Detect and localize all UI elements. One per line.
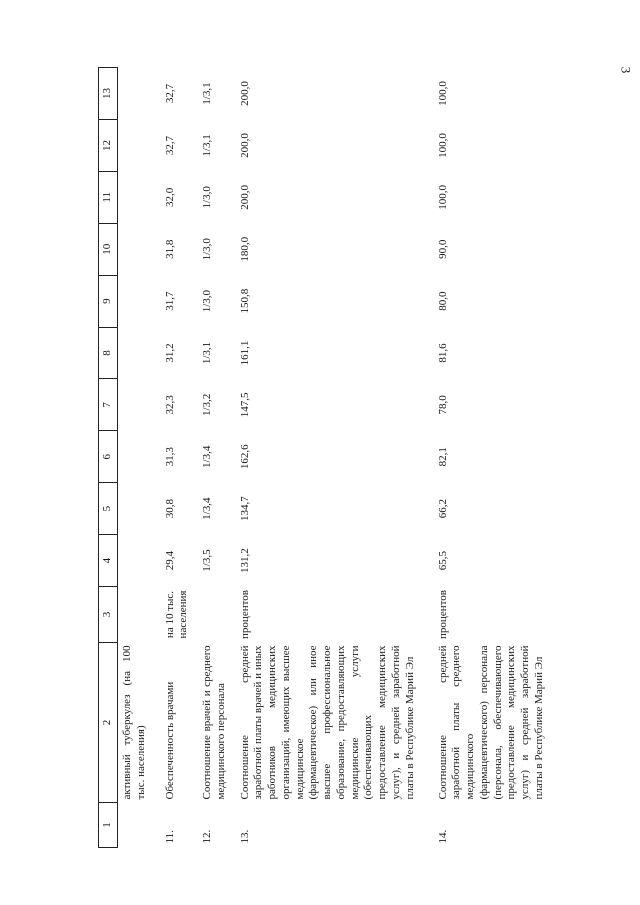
- value-cell: 80,0: [436, 291, 449, 311]
- column-header: 4: [99, 535, 118, 587]
- value-cell: 200,0: [238, 81, 251, 106]
- table-row: [118, 68, 159, 848]
- indicator-name: Соотношение средней заработной платы среднего медицинского (фармацевтического) персонала (персонала, обеспечивающего предоставление медицинских услуг) и средней заработной платы в Республике Марий Эл: [436, 645, 545, 800]
- value-cell: 131,2: [238, 548, 251, 573]
- value-cell: 31,8: [163, 239, 176, 259]
- value-cell: 1/3,0: [201, 238, 213, 261]
- value-cell: 31,3: [163, 447, 176, 467]
- table-row: [432, 68, 552, 848]
- row-number: [118, 803, 159, 848]
- table-row: [196, 68, 234, 848]
- value-cell: 31,7: [163, 291, 176, 311]
- value-cell: 1/3,4: [201, 445, 213, 468]
- column-header: 12: [99, 119, 118, 171]
- value-cell: 150,8: [238, 288, 251, 314]
- row-number: 14.: [436, 829, 449, 844]
- unit-cell: на 10 тыс. населения: [163, 590, 190, 639]
- column-header: 13: [99, 68, 118, 120]
- value-cell: [118, 275, 159, 327]
- value-cell: 1/3,5: [201, 549, 213, 572]
- indicator-name: Соотношение врачей и среднего медицинского персонала: [201, 645, 227, 800]
- column-header: 5: [99, 483, 118, 535]
- value-cell: 1/3,4: [201, 497, 213, 520]
- value-cell: 100,0: [436, 81, 449, 106]
- value-cell: [118, 379, 159, 431]
- value-cell: 32,7: [163, 83, 176, 104]
- value-cell: 180,0: [238, 236, 251, 262]
- rotated-table-page: [98, 68, 622, 848]
- indicator-name: Соотношение средней заработной платы врачей и иных работников медицинских организаций, имеющих высшее медицинское (фармацевтическое) или иное высшее профессиональное образование, предоставляющих медицинские услуги (обеспечивающих предоставление медицинских услуг), и средней заработной платы в Республике Марий Эл: [238, 645, 416, 800]
- header-row: [99, 68, 118, 848]
- column-header: 9: [99, 275, 118, 327]
- column-header: 10: [99, 223, 118, 275]
- value-cell: 100,0: [436, 184, 449, 210]
- column-header: 6: [99, 431, 118, 483]
- column-header: 8: [99, 327, 118, 379]
- value-cell: [118, 535, 159, 587]
- column-header: 11: [99, 171, 118, 223]
- row-number: 13.: [238, 829, 251, 844]
- column-header: 2: [99, 643, 118, 803]
- value-cell: 90,0: [436, 239, 449, 259]
- value-cell: [118, 223, 159, 275]
- indicator-name: Обеспеченность врачами: [163, 681, 176, 800]
- value-cell: 29,4: [163, 550, 176, 571]
- value-cell: 1/3,0: [201, 289, 213, 313]
- column-header: 7: [99, 379, 118, 431]
- table-row: [234, 68, 432, 848]
- value-cell: 32,3: [163, 395, 176, 415]
- value-cell: 200,0: [238, 133, 251, 158]
- value-cell: 1/3,0: [201, 186, 213, 209]
- column-header: 1: [99, 803, 118, 848]
- value-cell: [118, 483, 159, 535]
- row-number: 12.: [201, 829, 213, 844]
- unit-cell: [196, 587, 234, 643]
- value-cell: 82,1: [436, 447, 449, 467]
- value-cell: 162,6: [238, 444, 251, 470]
- value-cell: 1/3,2: [201, 393, 213, 417]
- value-cell: 134,7: [238, 496, 251, 522]
- column-header: 3: [99, 587, 118, 643]
- unit-cell: процентов: [436, 590, 449, 639]
- value-cell: 81,6: [436, 343, 449, 363]
- value-cell: 32,0: [163, 187, 176, 207]
- value-cell: 1/3,1: [201, 341, 213, 365]
- indicators-table: [98, 67, 552, 848]
- unit-cell: [118, 587, 159, 643]
- value-cell: 65,5: [436, 550, 449, 571]
- value-cell: 147,5: [238, 392, 251, 418]
- unit-cell: процентов: [238, 590, 251, 639]
- indicator-name: активный туберкулез (на 100 тыс. населения): [121, 645, 147, 800]
- value-cell: 66,2: [436, 499, 449, 519]
- value-cell: [118, 119, 159, 171]
- value-cell: 200,0: [238, 184, 251, 210]
- value-cell: [118, 171, 159, 223]
- value-cell: 100,0: [436, 133, 449, 158]
- value-cell: 78,0: [436, 395, 449, 415]
- value-cell: [118, 327, 159, 379]
- value-cell: [118, 68, 159, 120]
- value-cell: [118, 431, 159, 483]
- value-cell: 30,8: [163, 499, 176, 519]
- value-cell: 1/3,1: [201, 82, 213, 105]
- value-cell: 32,7: [163, 135, 176, 156]
- value-cell: 31,2: [163, 343, 176, 363]
- value-cell: 1/3,1: [201, 134, 213, 157]
- page-number: 3: [618, 66, 634, 74]
- row-number: 11.: [163, 830, 176, 844]
- table-row: [159, 68, 197, 848]
- value-cell: 161,1: [238, 340, 251, 366]
